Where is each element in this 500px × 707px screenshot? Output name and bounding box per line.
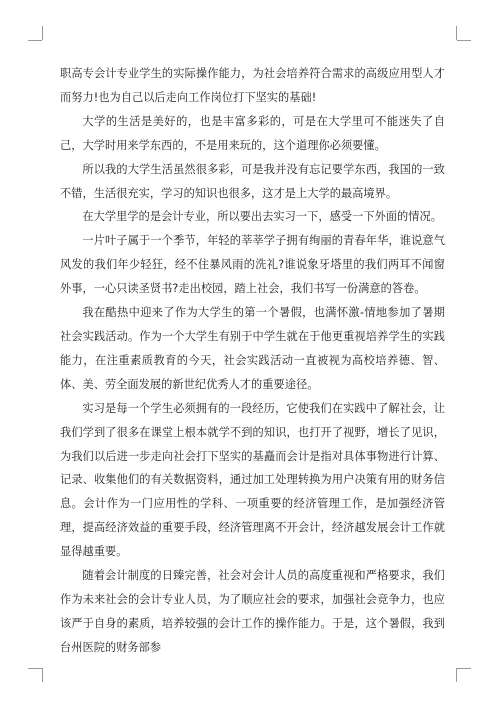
paragraph: 实习是每一个学生必须拥有的一段经历，它使我们在实践中了解社会，让我们学到了很多在课堂上根本就学不到的知识，也打开了视野，增长了见识，为我们以后进一步走向社会打下坚实的基矗而会计是指对具体事物进行计算、记录、收集他们的有关数据资料，通过加工处理转换为用户决策有用的财务信息。会计作为一门应用性的学科、一项重要的经济管理工作，是加强经济管理，提高经济效益的重要手段，经济管理离不开会计，经济越发展会计工作就显得越重要。 xyxy=(60,401,445,559)
crop-mark-top-left-vertical xyxy=(42,26,43,40)
crop-mark-top-right-horizontal xyxy=(457,40,471,41)
crop-mark-top-left-horizontal xyxy=(28,40,42,41)
paragraph: 一片叶子属于一个季节，年轻的莘莘学子拥有绚丽的青春年华，谁说意气风发的我们年少轻狂，经不住暴风雨的洗礼?谁说象牙塔里的我们两耳不闻窗外事，一心只读圣贤书?走出校园，踏上社会，我们书写一份满意的答卷。 xyxy=(60,234,445,296)
crop-mark-bottom-right-vertical xyxy=(456,668,457,682)
paragraph: 在大学里学的是会计专业，所以要出去实习一下，感受一下外面的情况。 xyxy=(82,210,442,224)
crop-mark-bottom-right-horizontal xyxy=(457,668,471,669)
crop-mark-bottom-left-horizontal xyxy=(28,668,42,669)
paragraph: 职高专会计专业学生的实际操作能力，为社会培养符合需求的高级应用型人才而努力!也为自己以后走向工作岗位打下坚实的基础! xyxy=(60,67,445,104)
crop-mark-bottom-left-vertical xyxy=(42,668,43,682)
paragraph: 我在酷热中迎来了作为大学生的第一个暑假，也满怀激-情地参加了暑期社会实践活动。作为一个大学生有别于中学生就在于他更重视培养学生的实践能力，在注重素质教育的今天，社会实践活动一直被视为高校培养德、智、体、美、劳全面发展的新世纪优秀人才的重要途径。 xyxy=(60,306,445,391)
paragraph: 所以我的大学生活虽然很多彩，可是我并没有忘记要学东西，我国的一致不错，生活很充实，学习的知识也很多，这才是上大学的最高境界。 xyxy=(60,162,445,200)
paragraph: 大学的生活是美好的，也是丰富多彩的，可是在大学里可不能迷失了自己，大学时用来学东西的，不是用来玩的，这个道理你必须要懂。 xyxy=(60,114,445,152)
crop-mark-top-right-vertical xyxy=(456,26,457,40)
paragraph: 随着会计制度的日臻完善，社会对会计人员的高度重视和严格要求，我们作为未来社会的会计专业人员，为了顺应社会的要求，加强社会竞争力，也应该严于自身的素质，培养较强的会计工作的操作能力。于是，这个暑假，我到台州医院的财务部参 xyxy=(60,569,445,654)
document-body xyxy=(60,62,445,660)
